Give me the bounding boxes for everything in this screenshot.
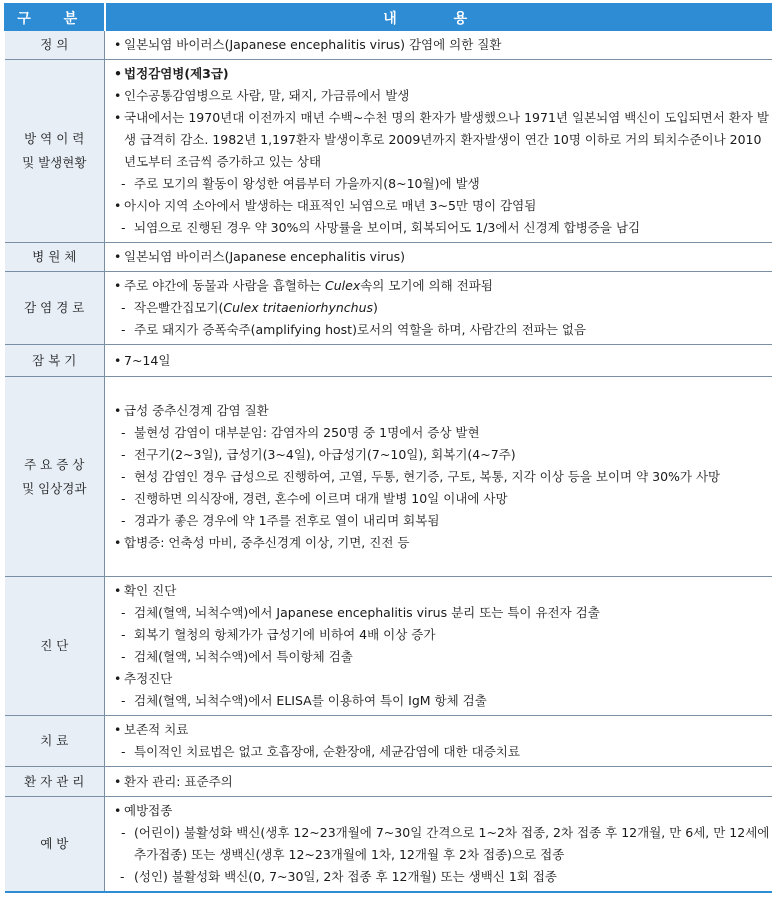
table-row xyxy=(5,716,772,767)
item-text: 국내에서는 1970년대 이전까지 매년 수백~수천 명의 환자가 발생했으나 1971년 일본뇌염 백신이 도입되면서 환자 발생 급격히 감소. 1982년 1,197환자 발생이후로 2009년까지 환자발생이 연간 10명 이하로 거의 퇴치수준이나 2010년도부터 조금씩 증가하고 있는 상태 xyxy=(124,110,769,169)
table-row xyxy=(5,31,772,60)
row-label-line: 및 발생현황 xyxy=(22,155,87,170)
sub-item xyxy=(114,319,772,341)
row-label xyxy=(5,345,105,377)
row-label-line: 진 단 xyxy=(40,638,69,653)
row-label-line: 주 요 증 상 xyxy=(24,456,85,472)
table-row xyxy=(5,797,772,893)
row-label xyxy=(5,31,105,60)
row-content xyxy=(105,345,772,377)
row-label xyxy=(5,243,105,272)
sub-item xyxy=(114,466,772,488)
row-label-line: 병 원 체 xyxy=(32,249,77,264)
item-text: 작은빨간집모기( xyxy=(134,300,224,315)
table-row xyxy=(5,577,772,716)
sub-item xyxy=(114,624,772,646)
table-row xyxy=(5,377,772,577)
sub-item xyxy=(114,217,772,239)
item-text: 불현성 감염이 대부분임: 감염자의 250명 중 1명에서 증상 발현 xyxy=(134,424,480,440)
item-text: 주로 야간에 동물과 사람을 흡혈하는 xyxy=(124,278,325,293)
bullet-item xyxy=(114,668,772,690)
header-category: 구 분 xyxy=(5,4,105,31)
table-row xyxy=(5,272,772,345)
disease-info-table-wrap xyxy=(4,3,771,893)
row-label-line: 예 방 xyxy=(40,836,69,851)
item-text: 검체(혈액, 뇌척수액)에서 ELISA를 이용하여 특이 IgM 항체 검출 xyxy=(134,693,487,708)
item-italic-text: Culex xyxy=(325,278,361,293)
bullet-item xyxy=(114,275,772,297)
item-text: 회복기 혈청의 항체가가 급성기에 비하여 4배 이상 증가 xyxy=(134,627,436,642)
item-text: 합병증: 언축성 마비, 중추신경계 이상, 기면, 진전 등 xyxy=(124,534,410,550)
row-label-line: 방 역 이 력 xyxy=(24,131,85,146)
item-text: 아시아 지역 소아에서 발생하는 대표적인 뇌염으로 매년 3~5만 명이 감염됨 xyxy=(124,198,537,213)
row-label-line: 환 자 관 리 xyxy=(24,773,85,789)
sub-item xyxy=(114,741,772,763)
row-label xyxy=(5,577,105,716)
sub-item xyxy=(114,510,772,532)
row-label xyxy=(5,377,105,577)
sub-item xyxy=(114,173,772,195)
disease-info-table xyxy=(4,3,772,893)
item-text: 급성 중추신경계 감염 질환 xyxy=(124,402,269,418)
row-content xyxy=(105,60,772,243)
row-label xyxy=(5,767,105,797)
row-content xyxy=(105,797,772,893)
item-text: 주로 모기의 활동이 왕성한 여름부터 가을까지(8~10월)에 발생 xyxy=(134,176,480,191)
item-text: 법정감염병(제3급) xyxy=(124,66,229,81)
row-label-line: 및 임상경과 xyxy=(22,480,87,496)
header-content: 내 용 xyxy=(105,4,772,31)
row-content xyxy=(105,243,772,272)
sub-item xyxy=(114,488,772,510)
sub-item xyxy=(114,602,772,624)
row-label-line: 치 료 xyxy=(40,733,69,748)
item-text: 검체(혈액, 뇌척수액)에서 특이항체 검출 xyxy=(134,649,353,664)
row-content xyxy=(105,577,772,716)
bullet-item xyxy=(114,350,772,372)
row-label xyxy=(5,716,105,767)
item-text-after: ) xyxy=(373,300,378,315)
table-row xyxy=(5,243,772,272)
sub-item xyxy=(114,422,772,444)
sub-item xyxy=(114,866,772,888)
bullet-item xyxy=(114,107,772,173)
item-text: 전구기(2~3일), 급성기(3~4일), 아급성기(7~10일), 회복기(4~7주) xyxy=(134,446,516,462)
sub-item xyxy=(114,646,772,668)
item-text: 인수공통감염병으로 사람, 말, 돼지, 가금류에서 발생 xyxy=(124,88,410,103)
sub-item xyxy=(114,822,772,866)
item-text: 확인 진단 xyxy=(124,583,177,598)
bullet-item xyxy=(114,532,772,554)
table-row xyxy=(5,345,772,377)
row-content xyxy=(105,767,772,797)
bullet-item xyxy=(114,580,772,602)
item-text: 진행하면 의식장애, 경련, 혼수에 이르며 대개 발병 10일 이내에 사망 xyxy=(134,490,508,506)
row-label-line: 잠 복 기 xyxy=(32,352,77,368)
bullet-item xyxy=(114,85,772,107)
bullet-item xyxy=(114,63,772,85)
item-text: 환자 관리: 표준주의 xyxy=(124,773,233,789)
item-text: 보존적 치료 xyxy=(124,722,189,737)
item-text: 추정진단 xyxy=(124,671,173,686)
row-label xyxy=(5,797,105,893)
sub-item xyxy=(114,444,772,466)
item-italic-text: Culex tritaeniorhynchus xyxy=(223,300,374,315)
table-row xyxy=(5,767,772,797)
bullet-item xyxy=(114,719,772,741)
table-body xyxy=(5,31,772,893)
sub-item xyxy=(114,297,772,319)
row-content xyxy=(105,377,772,577)
table-row xyxy=(5,60,772,243)
row-label xyxy=(5,60,105,243)
bullet-item xyxy=(114,246,772,268)
bullet-item xyxy=(114,400,772,422)
row-content xyxy=(105,272,772,345)
row-label xyxy=(5,272,105,345)
item-text: 검체(혈액, 뇌척수액)에서 Japanese encephalitis virus 분리 또는 특이 유전자 검출 xyxy=(134,605,600,620)
item-text: (어린이) 불활성화 백신(생후 12~23개월에 7~30일 간격으로 1~2차 접종, 2차 접종 후 12개월, 만 6세, 만 12세에 추가접종) 또는 생백신(생후 12~23개월에 1차, 12개월 후 2차 접종)으로 접종 xyxy=(134,825,770,862)
item-text: 일본뇌염 바이러스(Japanese encephalitis virus) 감염에 의한 질환 xyxy=(124,37,502,52)
item-text: 경과가 좋은 경우에 약 1주를 전후로 열이 내리며 회복됨 xyxy=(134,512,440,528)
row-label-line: 정 의 xyxy=(40,37,69,52)
item-text: 현성 감염인 경우 급성으로 진행하여, 고열, 두통, 현기증, 구토, 복통, 지각 이상 등을 보이며 약 30%가 사망 xyxy=(134,468,721,484)
item-text: (성인) 불활성화 백신(0, 7~30일, 2차 접종 후 12개월) 또는 생백신 1회 접종 xyxy=(134,869,557,884)
bullet-item xyxy=(114,800,772,822)
bullet-item xyxy=(114,771,772,793)
table-header-row xyxy=(5,4,772,31)
row-label-line: 감 염 경 로 xyxy=(24,300,85,315)
item-text: 7~14일 xyxy=(124,352,171,368)
bullet-item xyxy=(114,195,772,217)
item-text: 예방접종 xyxy=(124,803,173,818)
item-text: 특이적인 치료법은 없고 호흡장애, 순환장애, 세균감염에 대한 대증치료 xyxy=(134,744,520,759)
item-text: 일본뇌염 바이러스(Japanese encephalitis virus) xyxy=(124,249,405,264)
item-text-after: 속의 모기에 의해 전파됨 xyxy=(360,278,493,293)
bullet-item xyxy=(114,34,772,56)
item-text: 주로 돼지가 증폭숙주(amplifying host)로서의 역할을 하며, 사람간의 전파는 없음 xyxy=(134,322,587,337)
row-content xyxy=(105,716,772,767)
item-text: 뇌염으로 진행된 경우 약 30%의 사망률을 보이며, 회복되어도 1/3에서 신경계 합병증을 남김 xyxy=(134,220,641,235)
sub-item xyxy=(114,690,772,712)
row-content xyxy=(105,31,772,60)
